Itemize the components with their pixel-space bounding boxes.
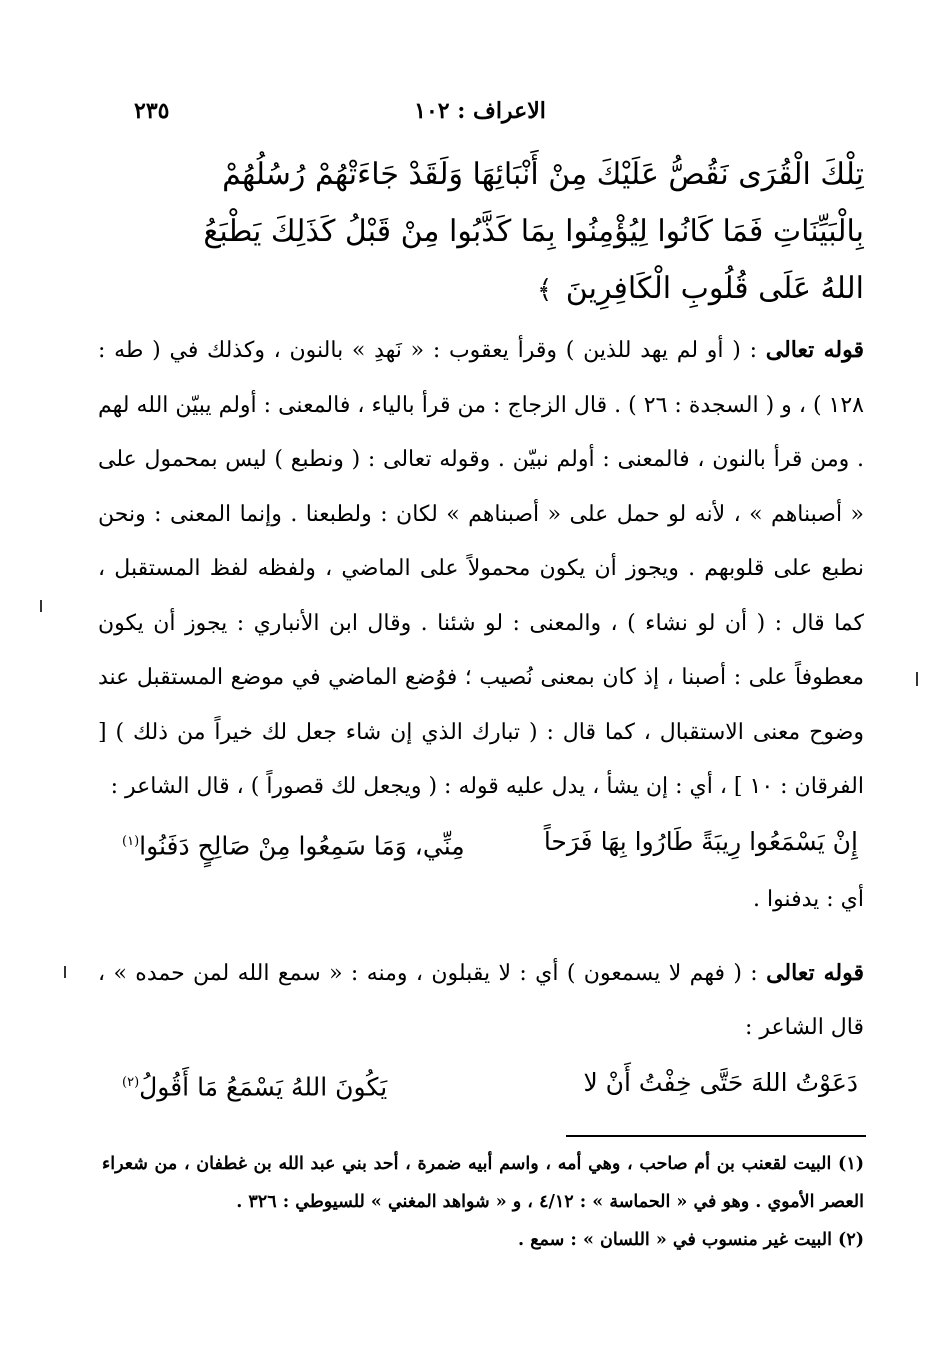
paragraph-gap <box>98 928 864 946</box>
scan-speck <box>916 672 918 686</box>
verse-line: تِلْكَ الْقُرَى نَقُصُّ عَلَيْكَ مِنْ أَنْبَائِهَا وَلَقَدْ جَاءَتْهُمْ رُسُلُهُمْ <box>222 157 864 192</box>
right-hemistich: دَعَوْتُ اللهَ حَتَّى خِفْتُ أَنْ لا <box>583 1067 858 1097</box>
poetry-verse <box>98 1056 864 1115</box>
verse-line <box>98 260 864 319</box>
footnote-reference: (٢) <box>122 1074 140 1090</box>
footnote: (٢) البيت غير منسوب في « اللسان » : سمع . <box>518 1230 864 1250</box>
commentary <box>98 323 864 1115</box>
footnote-reference: (١) <box>122 833 140 849</box>
page-number: ٢٣٥ <box>134 98 170 124</box>
paragraph-text: : ( أو لم يهد للذين ) وقرأ يعقوب : « نَهدِ » بالنون ، وكذلك في ( طه : ١٢٨ ) ، و ( السجدة : ٢٦ ) . قال الزجاج : من قرأ بالياء ، فالمعنى : أولم يبيّن الله لهم . ومن قرأ بالنون ، فالمعنى : أولم نبيّن . وقوله تعالى : ( ونطبع ) ليس بمحمول على « أصبناهم » ، لأنه لو حمل على « أصبناهم » لكان : ولطبعنا . وإنما المعنى : ونحن نطبع على قلوبهم . ويجوز أن يكون محمولاً على الماضي ، ولفظه لفظ المستقبل ، كما قال : ( أن لو نشاء ) ، والمعنى : لو شئنا . وقال ابن الأنباري : يجوز أن يكون معطوفاً على : أصبنا ، إذ كان بمعنى نُصيب ؛ فوُضع الماضي في موضع المستقبل عند وضوح معنى الاستقبال ، كما قال : ( تبارك الذي إن شاء جعل لك خيراً من ذلك ) [ الفرقان : ١٠ ] ، أي : إن يشأ ، يدل عليه قوله : ( ويجعل لك قصوراً ) ، قال الشاعر : <box>98 338 864 799</box>
verse-end-mark: ﴾ <box>537 275 553 305</box>
running-head: الاعراف : ١٠٢ <box>414 98 546 124</box>
commentary-paragraph <box>98 323 864 815</box>
footnote-separator <box>566 1135 866 1137</box>
footnote: (١) البيت لقعنب بن أم صاحب ، وهي أمه ، واسم أبيه ضمرة ، أحد بني عبد الله بن غطفان ، من شعراء العصر الأموي . وهو في « الحماسة » : ٤/١٢ ، و « شواهد المغني » للسيوطي : ٣٢٦ . <box>102 1154 864 1212</box>
paragraph-lead: قوله تعالى <box>765 337 864 363</box>
paragraph-lead: قوله تعالى <box>766 959 864 986</box>
page-header <box>100 98 860 138</box>
left-hemistich <box>122 815 465 874</box>
commentary-line: أي : يدفنوا . <box>752 887 864 913</box>
scan-speck <box>40 600 42 612</box>
quran-verse <box>98 146 864 319</box>
hemistich-text: يَكُونَ اللهُ يَسْمَعُ مَا أَقُولُ <box>139 1072 388 1102</box>
right-hemistich: إِنْ يَسْمَعُوا رِيبَةً طَارُوا بِهَا فَرَحاً <box>543 826 858 856</box>
scan-speck <box>64 966 66 978</box>
footnotes <box>102 1145 864 1259</box>
verse-line-text: اللهُ عَلَى قُلُوبِ الْكَافِرِينَ <box>565 271 864 306</box>
verse-line: بِالْبَيِّنَاتِ فَمَا كَانُوا لِيُؤْمِنُوا بِمَا كَذَّبُوا مِنْ قَبْلُ كَذَلِكَ يَطْبَعُ <box>203 214 864 249</box>
paragraph-text: : ( فهم لا يسمعون ) أي : لا يقبلون ، ومنه : « سمع الله لمن حمده » ، قال الشاعر : <box>98 960 864 1041</box>
commentary-paragraph <box>98 946 864 1056</box>
left-hemistich <box>122 1056 387 1115</box>
hemistich-text: مِنِّي، وَمَا سَمِعُوا مِنْ صَالِحٍ دَفَنُوا <box>139 830 465 860</box>
poetry-verse <box>98 815 864 874</box>
